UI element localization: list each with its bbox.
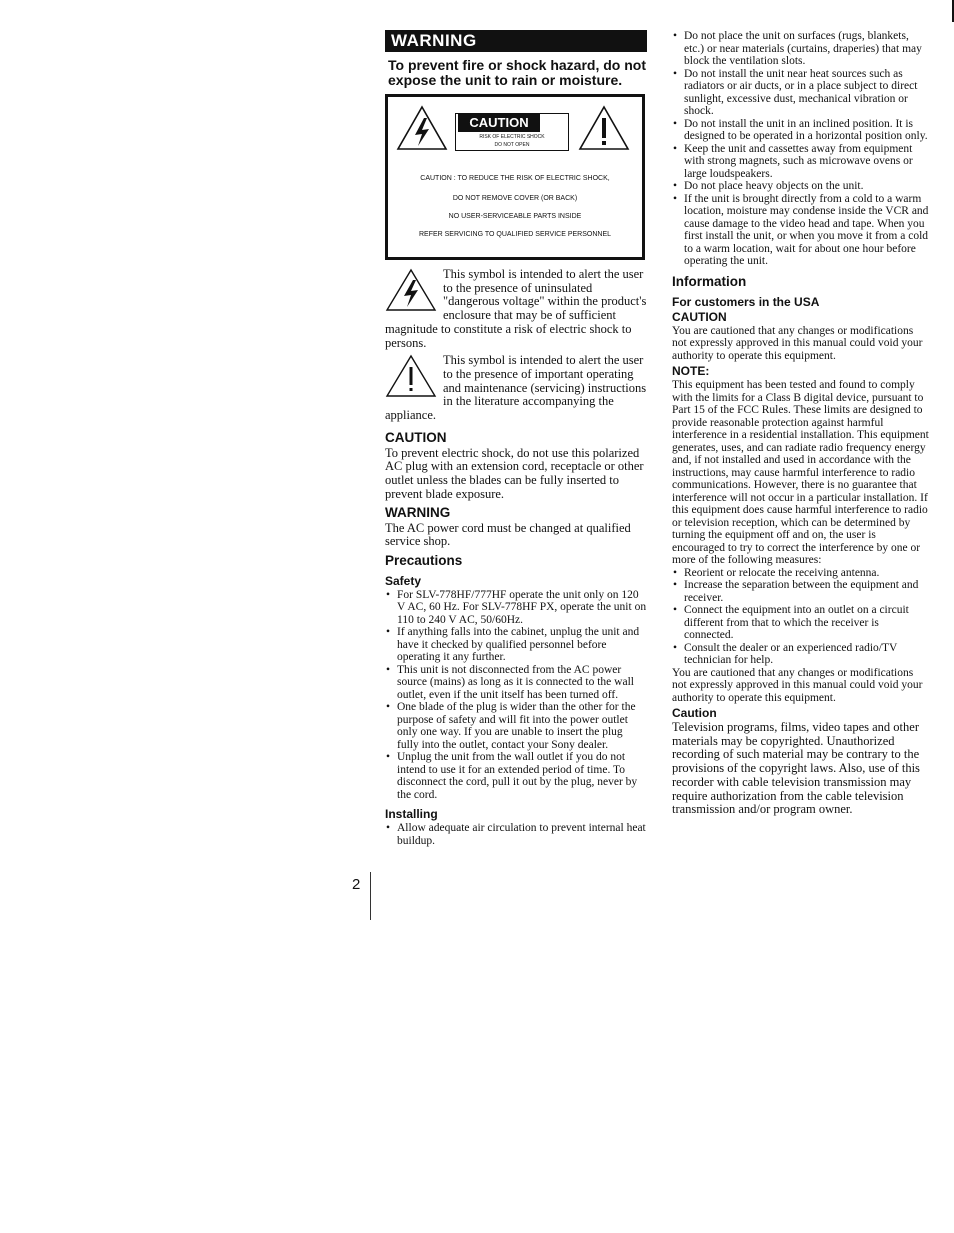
copyright-heading: Caution xyxy=(672,706,717,720)
precautions-heading: Precautions xyxy=(385,552,463,568)
left-column xyxy=(385,30,647,847)
list-item: • If the unit is brought directly from a cold to a warm location, moisture may condense inside the VCR and cause damage to the video head and tape. When you first install the unit, or when you move it from a cold to a warm location, wait for about one hour before operating the unit. xyxy=(684,193,930,268)
caution-line-1: CAUTION : TO REDUCE THE RISK OF ELECTRIC SHOCK, xyxy=(420,175,610,182)
warning-banner: WARNING xyxy=(385,30,647,52)
symbol-explanation-instructions xyxy=(385,354,647,423)
list-item: • Do not install the unit near heat sources such as radiators or air ducts, or in a place subject to direct sunlight, excessive dust, mechanical vibration or shock. xyxy=(684,68,930,118)
lead-warning: To prevent fire or shock hazard, do not expose the unit to rain or moisture. xyxy=(388,57,646,88)
warning-heading: WARNING xyxy=(385,504,451,520)
symbol-explanation-voltage xyxy=(385,268,647,350)
installing-list-right xyxy=(672,30,930,268)
copyright-text: Television programs, films, video tapes and other materials may be copyrighted. Unauthorized recording of such material may be contrary to the provisions of the copyright laws. Also, use of this recorder with cable television transmission may require authorization from the cable television transmission and/or program owner. xyxy=(672,720,920,817)
caution-line-2: DO NOT REMOVE COVER (OR BACK) xyxy=(452,195,578,202)
caution-line-4: REFER SERVICING TO QUALIFIED SERVICE PERSONNEL xyxy=(418,231,612,238)
exclamation-symbol-icon xyxy=(385,354,437,398)
caution-label-box xyxy=(385,94,645,260)
symbol1-text: This symbol is intended to alert the user to the presence of uninsulated "dangerous voltage" within the product's enclosure that may be of sufficient magnitude to constitute a risk of electric shock to persons. xyxy=(385,267,647,350)
measures-list xyxy=(672,567,930,667)
list-item: • Keep the unit and cassettes away from equipment with strong magnets, such as microwave ovens or large loudspeakers. xyxy=(684,143,930,181)
information-heading: Information xyxy=(672,273,747,289)
note-text: This equipment has been tested and found to comply with the limits for a Class B digital device, pursuant to Part 15 of the FCC Rules. These limits are designed to provide reasonable protection against harmful interference in a residential installation. This equipment generates, uses, and can radiate radio frequency energy and, if not installed and used in accordance with the instructions, may cause harmful interference to radio communications. However, there is no guarantee that interference will not occur in a particular installation. If this equipment does cause harmful interference to radio or television reception, which can be determined by turning the equipment off and on, the user is encouraged to try to correct the interference by one or more of the following measures: xyxy=(672,379,929,566)
installing-list-left xyxy=(385,822,647,847)
caution-line-3: NO USER-SERVICEABLE PARTS INSIDE xyxy=(448,213,582,220)
warning-text: The AC power cord must be changed at qualified service shop. xyxy=(385,520,631,549)
lightning-triangle-icon xyxy=(396,105,448,151)
note-heading: NOTE: xyxy=(672,364,710,378)
safety-heading: Safety xyxy=(385,573,422,588)
installing-heading: Installing xyxy=(385,807,438,822)
symbol2-text: This symbol is intended to alert the user to the presence of important operating and maintenance (servicing) instructions in the literature accompanying the appliance. xyxy=(385,353,647,423)
caution-badge-sub1: RISK OF ELECTRIC SHOCK xyxy=(479,134,545,140)
exclamation-triangle-icon xyxy=(578,105,630,151)
list-item: • Allow adequate air circulation to prevent internal heat buildup. xyxy=(397,822,647,847)
list-item: • Consult the dealer or an experienced radio/TV technician for help. xyxy=(684,642,930,667)
page-number: 2 xyxy=(352,876,361,893)
right-column xyxy=(672,30,930,817)
caution-badge-sub2: DO NOT OPEN xyxy=(494,142,530,148)
page-number-rule xyxy=(370,872,371,920)
list-item: • Do not install the unit in an inclined position. It is designed to be operated in a horizontal position only. xyxy=(684,118,930,143)
list-item: • If anything falls into the cabinet, unplug the unit and have it checked by qualified personnel before operating it any further. xyxy=(397,626,647,664)
list-item: • Increase the separation between the equipment and receiver. xyxy=(684,579,930,604)
lightning-symbol-icon xyxy=(385,268,437,312)
list-item: • Unplug the unit from the wall outlet if you do not intend to use it for an extended period of time. To disconnect the cord, pull it out by the plug, never by the cord. xyxy=(397,751,647,801)
list-item: • Do not place heavy objects on the unit. xyxy=(684,180,930,193)
caution-badge xyxy=(455,113,569,151)
caution-heading: CAUTION xyxy=(385,429,447,445)
list-item: • Do not place the unit on surfaces (rugs, blankets, etc.) or near materials (curtains, draperies) that may block the ventilation slots. xyxy=(684,30,930,68)
usa-caution-text: You are cautioned that any changes or modifications not expressly approved in this manual could void your authority to operate this equipment. xyxy=(672,324,923,362)
safety-list xyxy=(385,589,647,802)
list-item: • One blade of the plug is wider than the other for the purpose of safety and will fit into the power outlet only one way. If you are unable to insert the plug fully into the outlet, contact your Sony dealer. xyxy=(397,701,647,751)
usa-heading: For customers in the USA xyxy=(672,294,820,309)
list-item: • This unit is not disconnected from the AC power source (mains) as long as it is connected to the wall outlet, even if the unit itself has been turned off. xyxy=(397,664,647,702)
list-item: • For SLV-778HF/777HF operate the unit only on 120 V AC, 60 Hz. For SLV-778HF PX, operate the unit on 110 to 240 V AC, 50/60Hz. xyxy=(397,589,647,627)
list-item: • Reorient or relocate the receiving antenna. xyxy=(684,567,930,580)
caution2-text: You are cautioned that any changes or modifications not expressly approved in this manual could void your authority to operate this equipment. xyxy=(672,666,923,704)
usa-caution-heading: CAUTION xyxy=(672,309,727,324)
caution-badge-title: CAUTION xyxy=(458,114,540,132)
caution-text: To prevent electric shock, do not use this polarized AC plug with an extension cord, receptacle or other outlet unless the blades can be fully inserted to prevent blade exposure. xyxy=(385,445,644,501)
list-item: • Connect the equipment into an outlet on a circuit different from that to which the receiver is connected. xyxy=(684,604,930,642)
